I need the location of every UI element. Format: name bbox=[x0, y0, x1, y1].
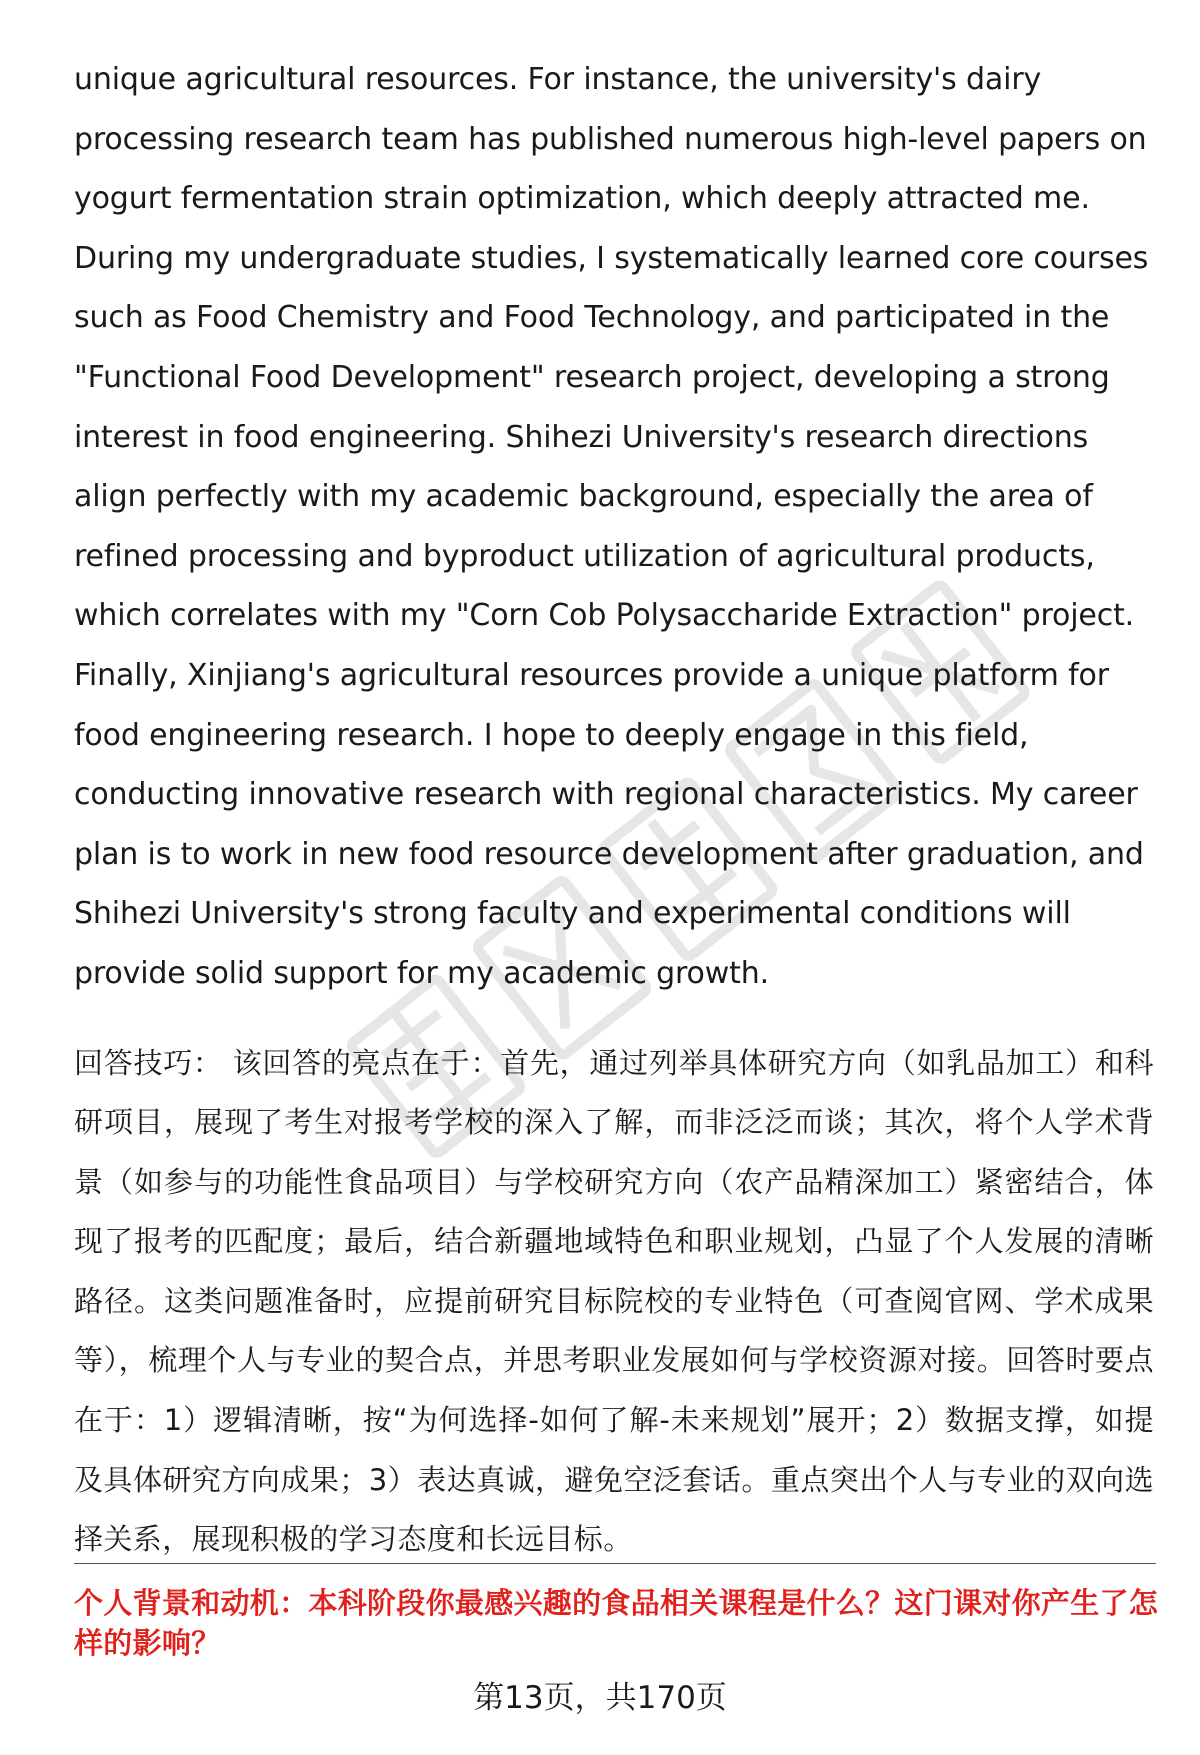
page-number: 第13页，共170页 bbox=[473, 1680, 727, 1716]
tips-text: 该回答的亮点在于：首先，通过列举具体研究方向（如乳品加工）和科研项目，展现了考生对报考学校的深入了解，而非泛泛而谈；其次，将个人学术背景（如参与的功能性食品项目）与学校研究方向（农产品精深加工）紧密结合，体现了报考的匹配度；最后，结合新疆地域特色和职业规划，凸显了个人发展的清晰路径。这类问题准备时，应提前研究目标院校的专业特色（可查阅官网、学术成果等），梳理个人与专业的契合点，并思考职业发展如何与学校资源对接。回答时要点在于：1）逻辑清晰，按“为何选择-如何了解-未来规划”展开；2）数据支撑，如提及具体研究方向成果；3）表达真诚，避免空泛套话。重点突出个人与专业的双向选择关系，展现积极的学习态度和长远目标。 bbox=[74, 1045, 1154, 1557]
next-question-heading: 个人背景和动机：本科阶段你最感兴趣的食品相关课程是什么？这门课对你产生了怎样的影响？ bbox=[74, 1586, 1159, 1660]
tips-label: 回答技巧： bbox=[74, 1045, 223, 1080]
answer-paragraph: unique agricultural resources. For instance, the university's dairy processing research team has published numerous high-level papers on yogurt fermentation strain optimization, which deeply attracted me. During my undergraduate studies, I systematically learned core courses such as Food Chemistry and Food Technology, and participated in the "Functional Food Development" research project, developing a strong interest in food engineering. Shihezi University's research directions align perfectly with my academic background, especially the area of refined processing and byproduct utilization of agricultural products, which correlates with my "Corn Cob Polysaccharide Extraction" project. Finally, Xinjiang's agricultural resources provide a unique platform for food engineering research. I hope to deeply engage in this field, conducting innovative research with regional characteristics. My career plan is to work in new food resource development after graduation, and Shihezi University's strong faculty and experimental conditions will provide solid support for my academic growth. bbox=[74, 62, 1149, 991]
page-content bbox=[74, 50, 1154, 1570]
answer-tips bbox=[74, 1034, 1154, 1570]
